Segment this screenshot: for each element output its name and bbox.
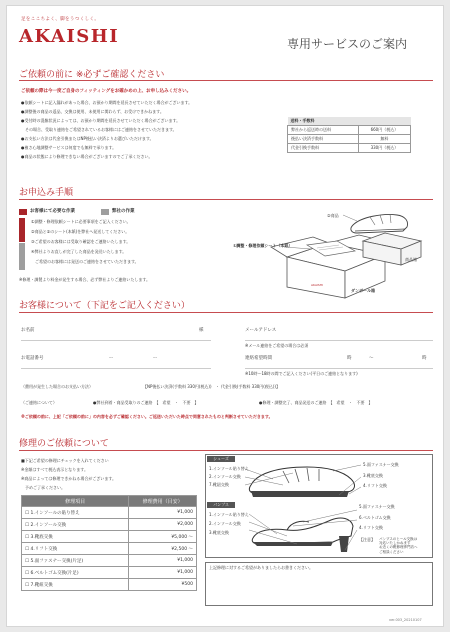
name-field[interactable]: [21, 340, 211, 341]
repair-intro-line: ※商品によっては修理できかねる場合がございます。: [21, 476, 117, 481]
procedure-step: ③ご希望のお客様には受取り確認をご連絡いたします。: [31, 239, 131, 244]
repair-item[interactable]: ☐ 1.インソールの貼り替え: [22, 507, 129, 519]
procedure-step: ②商品と①のシート(本紙)を弊社へ発送してください。: [31, 229, 130, 234]
shoes-label: シューズ: [207, 456, 235, 462]
pumps-part-label: 6.ベルトゴム交換: [359, 515, 391, 520]
consent-warning: ※ご依頼の前に、上記「ご依頼の前に」の内容を必ずご確認ください。ご返送いただいた時点で同意されたものと判断させていただきます。: [21, 414, 273, 419]
notice-item: ●調整後の商品の返品、交換は使用、未使用に関わらず、お受けできかねます。: [21, 109, 164, 114]
section-before-request-title: ご依頼の前に ※必ずご確認ください: [19, 70, 165, 80]
repair-price: ¥1,000: [129, 507, 197, 519]
pumps-label: パンプス: [207, 502, 235, 508]
contact-time-field[interactable]: [245, 368, 433, 369]
company-legend-label: 弊社の作業: [112, 209, 135, 214]
pumps-note-line: 対応いたしかねます: [379, 541, 411, 546]
fee-table: [287, 117, 411, 153]
table-row[interactable]: [22, 567, 197, 579]
illus-shoebox-label: 商品箱: [405, 257, 417, 262]
fee-label: 代金引換手数料: [288, 143, 359, 152]
contact-time-label: 連絡希望時間: [245, 356, 272, 361]
procedure-step: ご希望のお客様には発送のご連絡をさせていただきます。: [31, 259, 139, 264]
contact-time-tilde: 〜: [369, 356, 374, 361]
shoe-part-label: 5.面ファスナー交換: [363, 462, 399, 467]
pumps-note-line: パンプスのヒール交換は: [379, 537, 418, 541]
fee-table-title: 送料・手数料: [288, 117, 411, 125]
repair-price: ¥2,000: [129, 519, 197, 531]
repair-comment-label: 上記修理に対するご希望がありましたらお書きください。: [209, 565, 313, 570]
table-row[interactable]: [22, 543, 197, 555]
pumps-right-labels: [359, 504, 395, 535]
shoes-right-labels: [363, 462, 399, 493]
table-row[interactable]: [22, 555, 197, 567]
fee-table-block: [287, 117, 411, 153]
notice-item: ●受付時の混雑状況によっては、お預かり期間を延長させていただく場合がございます。: [21, 118, 181, 123]
pumps-diagram: [247, 508, 359, 554]
pumps-note-line: ご相談ください: [379, 549, 404, 554]
table-row[interactable]: [22, 519, 197, 531]
procedure-note: ※修理・調製より料金が発生する場合、必ず弊社よりご連絡いたします。: [19, 277, 151, 282]
contact-time-from: 時: [347, 356, 352, 361]
version-label: ver.003_20210107: [389, 618, 422, 622]
notice-list: [21, 100, 192, 163]
pumps-part-label: 2.インソール交換: [209, 521, 241, 526]
notice-item: ●複さ心地調整サービスは何度でも無料で承ります。: [21, 145, 117, 150]
phone-dash: ー: [109, 356, 114, 361]
brand-tagline: 足をここちよく、脚をうつくしく。: [21, 17, 100, 22]
section-procedure-title: お申込み手順: [19, 188, 74, 198]
pumps-part-label: 4.リフト交換: [359, 525, 383, 530]
section-repair-title: 修理のご依頼について: [19, 439, 109, 449]
procedure-step: ①調整・修理依頼シートに必要事項をご記入ください。: [31, 219, 131, 224]
procedure-step: ④弊社よりお直しが完了した商品を発送いたします。: [31, 249, 127, 254]
pumps-note-lead: 【注意】: [359, 537, 375, 542]
pumps-left-labels: [209, 512, 249, 539]
repair-intro-line: ※金額はすべて税込表示となります。: [21, 467, 88, 472]
repair-item[interactable]: ☐ 7.靴紐交換: [22, 579, 129, 591]
repair-item[interactable]: ☐ 2.インソール交換: [22, 519, 129, 531]
repair-price: ¥5,000 〜: [129, 531, 197, 543]
repair-item[interactable]: ☐ 6.ベルトゴム交換(片足): [22, 567, 129, 579]
procedure-steps: [31, 219, 139, 269]
fee-value: 660円（税込）: [358, 125, 410, 134]
email-label: メールアドレス: [245, 328, 277, 333]
shoe-part-label: 1.インソール貼り替え: [209, 466, 249, 471]
notice-item: ●商品の状態により修理できない場合がございますのでご了承ください。: [21, 154, 153, 159]
customer-legend-label: お客様にて必要な作業: [30, 209, 75, 214]
repair-item[interactable]: ☐ 3.靴底交換: [22, 531, 129, 543]
repair-price: ¥1,000: [129, 555, 197, 567]
name-label: お名前: [21, 328, 35, 333]
pumps-part-label: 3.靴底交換: [209, 530, 229, 535]
pumps-note-line: お近くの靴修理専門店へ: [379, 545, 418, 550]
notice-item: その場合、受取り連絡をご希望されているお客様にはご連絡をさせていただきます。: [21, 127, 177, 132]
service-guide-page: [6, 5, 444, 627]
section-divider: [19, 450, 433, 451]
notice-item: ●依頼シートに記入漏れがあった場合、お預かり期間を延長させていただく場合がございます。: [21, 100, 193, 105]
repair-table-header-item: 修理項目: [22, 496, 129, 507]
fee-label: 後払い決済手数料: [288, 134, 359, 143]
contact-time-to: 時: [422, 356, 427, 361]
shoe-part-label: 7.靴紐交換: [209, 482, 229, 487]
email-note: ※メール連絡をご希望の場合は必須: [245, 343, 309, 348]
company-legend-swatch: [101, 209, 109, 215]
contact-repair-option[interactable]: ●修理・調整完了、商品発送のご連絡 【 希望 ・ 不要 】: [259, 400, 373, 405]
shoe-part-label: 2.インソール交換: [209, 474, 241, 479]
customer-steps-bar: [19, 218, 25, 242]
shoes-left-labels: [209, 466, 249, 490]
phone-label: お電話番号: [21, 356, 44, 361]
customer-legend-swatch: [19, 209, 27, 215]
fee-value: 330円（税込）: [358, 143, 410, 152]
table-row[interactable]: [22, 507, 197, 519]
pumps-part-label: 5.面ファスナー交換: [359, 504, 395, 509]
box-brand-mark: AKAISHI: [311, 283, 323, 287]
illus-product-label: ②商品: [327, 213, 339, 218]
repair-price: ¥500: [129, 579, 197, 591]
fitting-headline: ご依頼の際は今一度ご自身のフィッティングをお確かめの上、お申し込みください。: [21, 89, 192, 94]
section-divider: [19, 312, 433, 313]
table-row: [288, 125, 411, 134]
repair-table: [21, 495, 197, 591]
phone-field[interactable]: [21, 368, 211, 369]
table-row: [288, 143, 411, 152]
pumps-part-label: 1.インソール貼り替え: [209, 512, 249, 517]
name-suffix: 様: [199, 328, 204, 333]
phone-dash: ー: [153, 356, 158, 361]
repair-item[interactable]: ☐ 5.面ファスナー交換(片足): [22, 555, 129, 567]
illus-cardboard-label: ダンボール箱: [351, 288, 375, 293]
contact-label: （ご連絡について）: [21, 400, 57, 405]
brand-logo: AKAISHI: [19, 26, 120, 47]
repair-intro-line: 予めご了承ください。: [21, 485, 65, 490]
fee-value: 無料: [358, 134, 410, 143]
pumps-note: [379, 537, 418, 554]
shoe-part-label: 4.リフト交換: [363, 483, 387, 488]
repair-intro: [21, 458, 116, 494]
section-divider: [19, 80, 433, 81]
notice-item: ●お支払い方法は代金引換またはNP後払い決済よりお選びいただけます。: [21, 136, 154, 141]
repair-intro-line: ■下記ご希望の修理にチェックを入れてください: [21, 458, 109, 463]
repair-price: ¥1,000: [129, 567, 197, 579]
company-steps-bar: [19, 243, 25, 270]
repair-item[interactable]: ☐ 4.リフト交換: [22, 543, 129, 555]
repair-table-header-price: 修理費用（目安）: [129, 496, 197, 507]
repair-price: ¥2,500 〜: [129, 543, 197, 555]
table-row: [288, 134, 411, 143]
payment-label: （費用が発生した場合のお支払い方法）: [21, 384, 93, 389]
illus-sheet-label: ①調整・修理依頼シート（本紙）: [233, 243, 293, 248]
payment-options[interactable]: 【NP後払い決済(手数料 330円(税込)) ・ 代金引換(手数料 330円(税込))】: [143, 384, 280, 389]
page-title: 専用サービスのご案内: [287, 37, 408, 51]
shoe-diagram: [243, 461, 363, 501]
section-customer-title: お客様について（下記をご記入ください）: [19, 301, 190, 311]
table-row[interactable]: [22, 531, 197, 543]
fee-label: 弊社から返送時の送料: [288, 125, 359, 134]
email-field[interactable]: [245, 340, 433, 341]
shoe-part-label: 3.靴底交換: [363, 473, 383, 478]
contact-receive-option[interactable]: ●弊社到着・商品受取りのご連絡 【 希望 ・ 不要 】: [93, 400, 199, 405]
table-row[interactable]: [22, 579, 197, 591]
contact-time-note: ※10時〜18時の間でご記入ください(平日のご連絡となります): [245, 371, 358, 376]
